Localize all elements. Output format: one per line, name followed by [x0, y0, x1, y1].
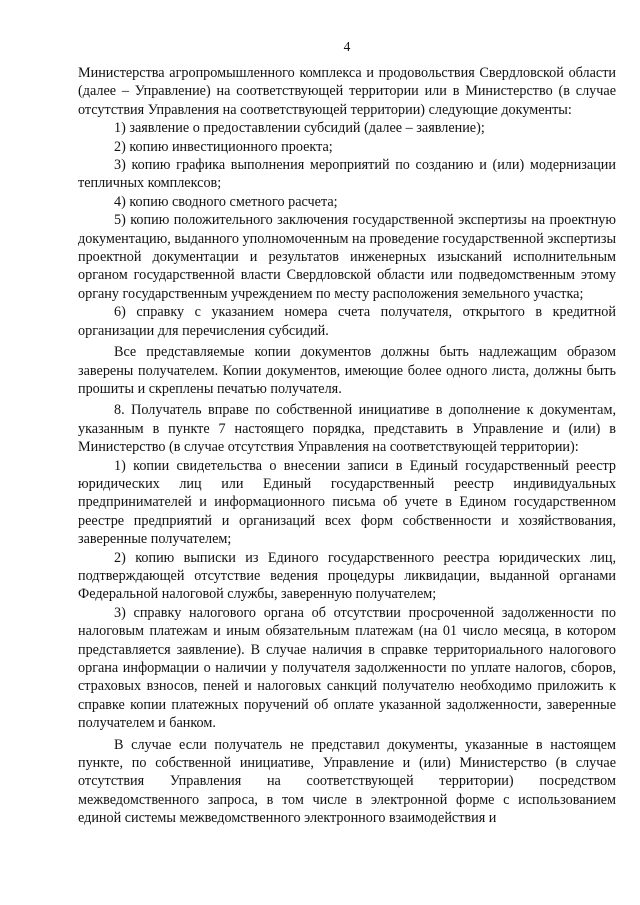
paragraph: 6) справку с указанием номера счета получателя, открытого в кредитной организации для перечисления субсидий.: [78, 304, 616, 339]
paragraph: 1) копии свидетельства о внесении записи в Единый государственный реестр юридических лиц или Единый государственный реестр индивидуальных предпринимателей и информационного письма об учете в Едином государственном реестре предприятий и организаций всех форм собственности и хозяйствования, заверенные получателем;: [78, 457, 616, 548]
paragraph: 3) справку налогового органа об отсутствии просроченной задолженности по налоговым платежам и иным обязательным платежам (на 01 число месяца, в котором представляется заявление). В случае наличия в справке территориального налогового органа информации о наличии у получателя задолженности по уплате налогов, сборов, страховых взносов, пеней и налоговых санкций получателю необходимо приложить к справке копии платежных поручений об оплате указанной задолженности, заверенные получателем и банком.: [78, 604, 616, 732]
paragraph: 5) копию положительного заключения государственной экспертизы на проектную документацию, выданного уполномоченным на проведение государственной экспертизы проектной документации и результатов инженерных изысканий исполнительным органом государственной власти Свердловской области или подведомственным этому органу государственным учреждением по месту расположения земельного участка;: [78, 212, 616, 302]
paragraph: Все представляемые копии документов должны быть надлежащим образом заверены получателем. Копии документов, имеющие более одного листа, должны быть прошиты и скреплены печатью получателя.: [78, 344, 616, 397]
paragraph: 3) копию графика выполнения мероприятий по созданию и (или) модернизации тепличных комплексов;: [78, 157, 616, 192]
paragraph: 2) копию выписки из Единого государственного реестра юридических лиц, подтверждающей отсутствие ведения процедуры ликвидации, выданной органами Федеральной налоговой службы, заверенную получателем;: [78, 549, 616, 603]
document-page: [78, 38, 616, 828]
paragraph: 1) заявление о предоставлении субсидий (далее – заявление);: [114, 120, 485, 137]
paragraph: Министерства агропромышленного комплекса и продовольствия Свердловской области (далее – Управление) на соответствующей территории или в Министерство (в случае отсутствия Управления на соответствующей территории) следующие документы:: [78, 65, 616, 118]
paragraph: 2) копию инвестиционного проекта;: [114, 138, 333, 155]
page-number: 4: [343, 39, 351, 54]
paragraph: В случае если получатель не представил документы, указанные в настоящем пункте, по собственной инициативе, Управление и (или) Министерство (в случае отсутствия Управления на соответствующей территории) посредством межведомственного запроса, в том числе в электронной форме с использованием единой системы межведомственного электронного взаимодействия и: [78, 736, 616, 827]
paragraph: 8. Получатель вправе по собственной инициативе в дополнение к документам, указанным в пункте 7 настоящего порядка, представить в Управление и (или) в Министерство (в случае отсутствия Управления на соответствующей территории):: [78, 402, 616, 456]
document-body: [78, 64, 616, 828]
paragraph: 4) копию сводного сметного расчета;: [114, 193, 338, 210]
